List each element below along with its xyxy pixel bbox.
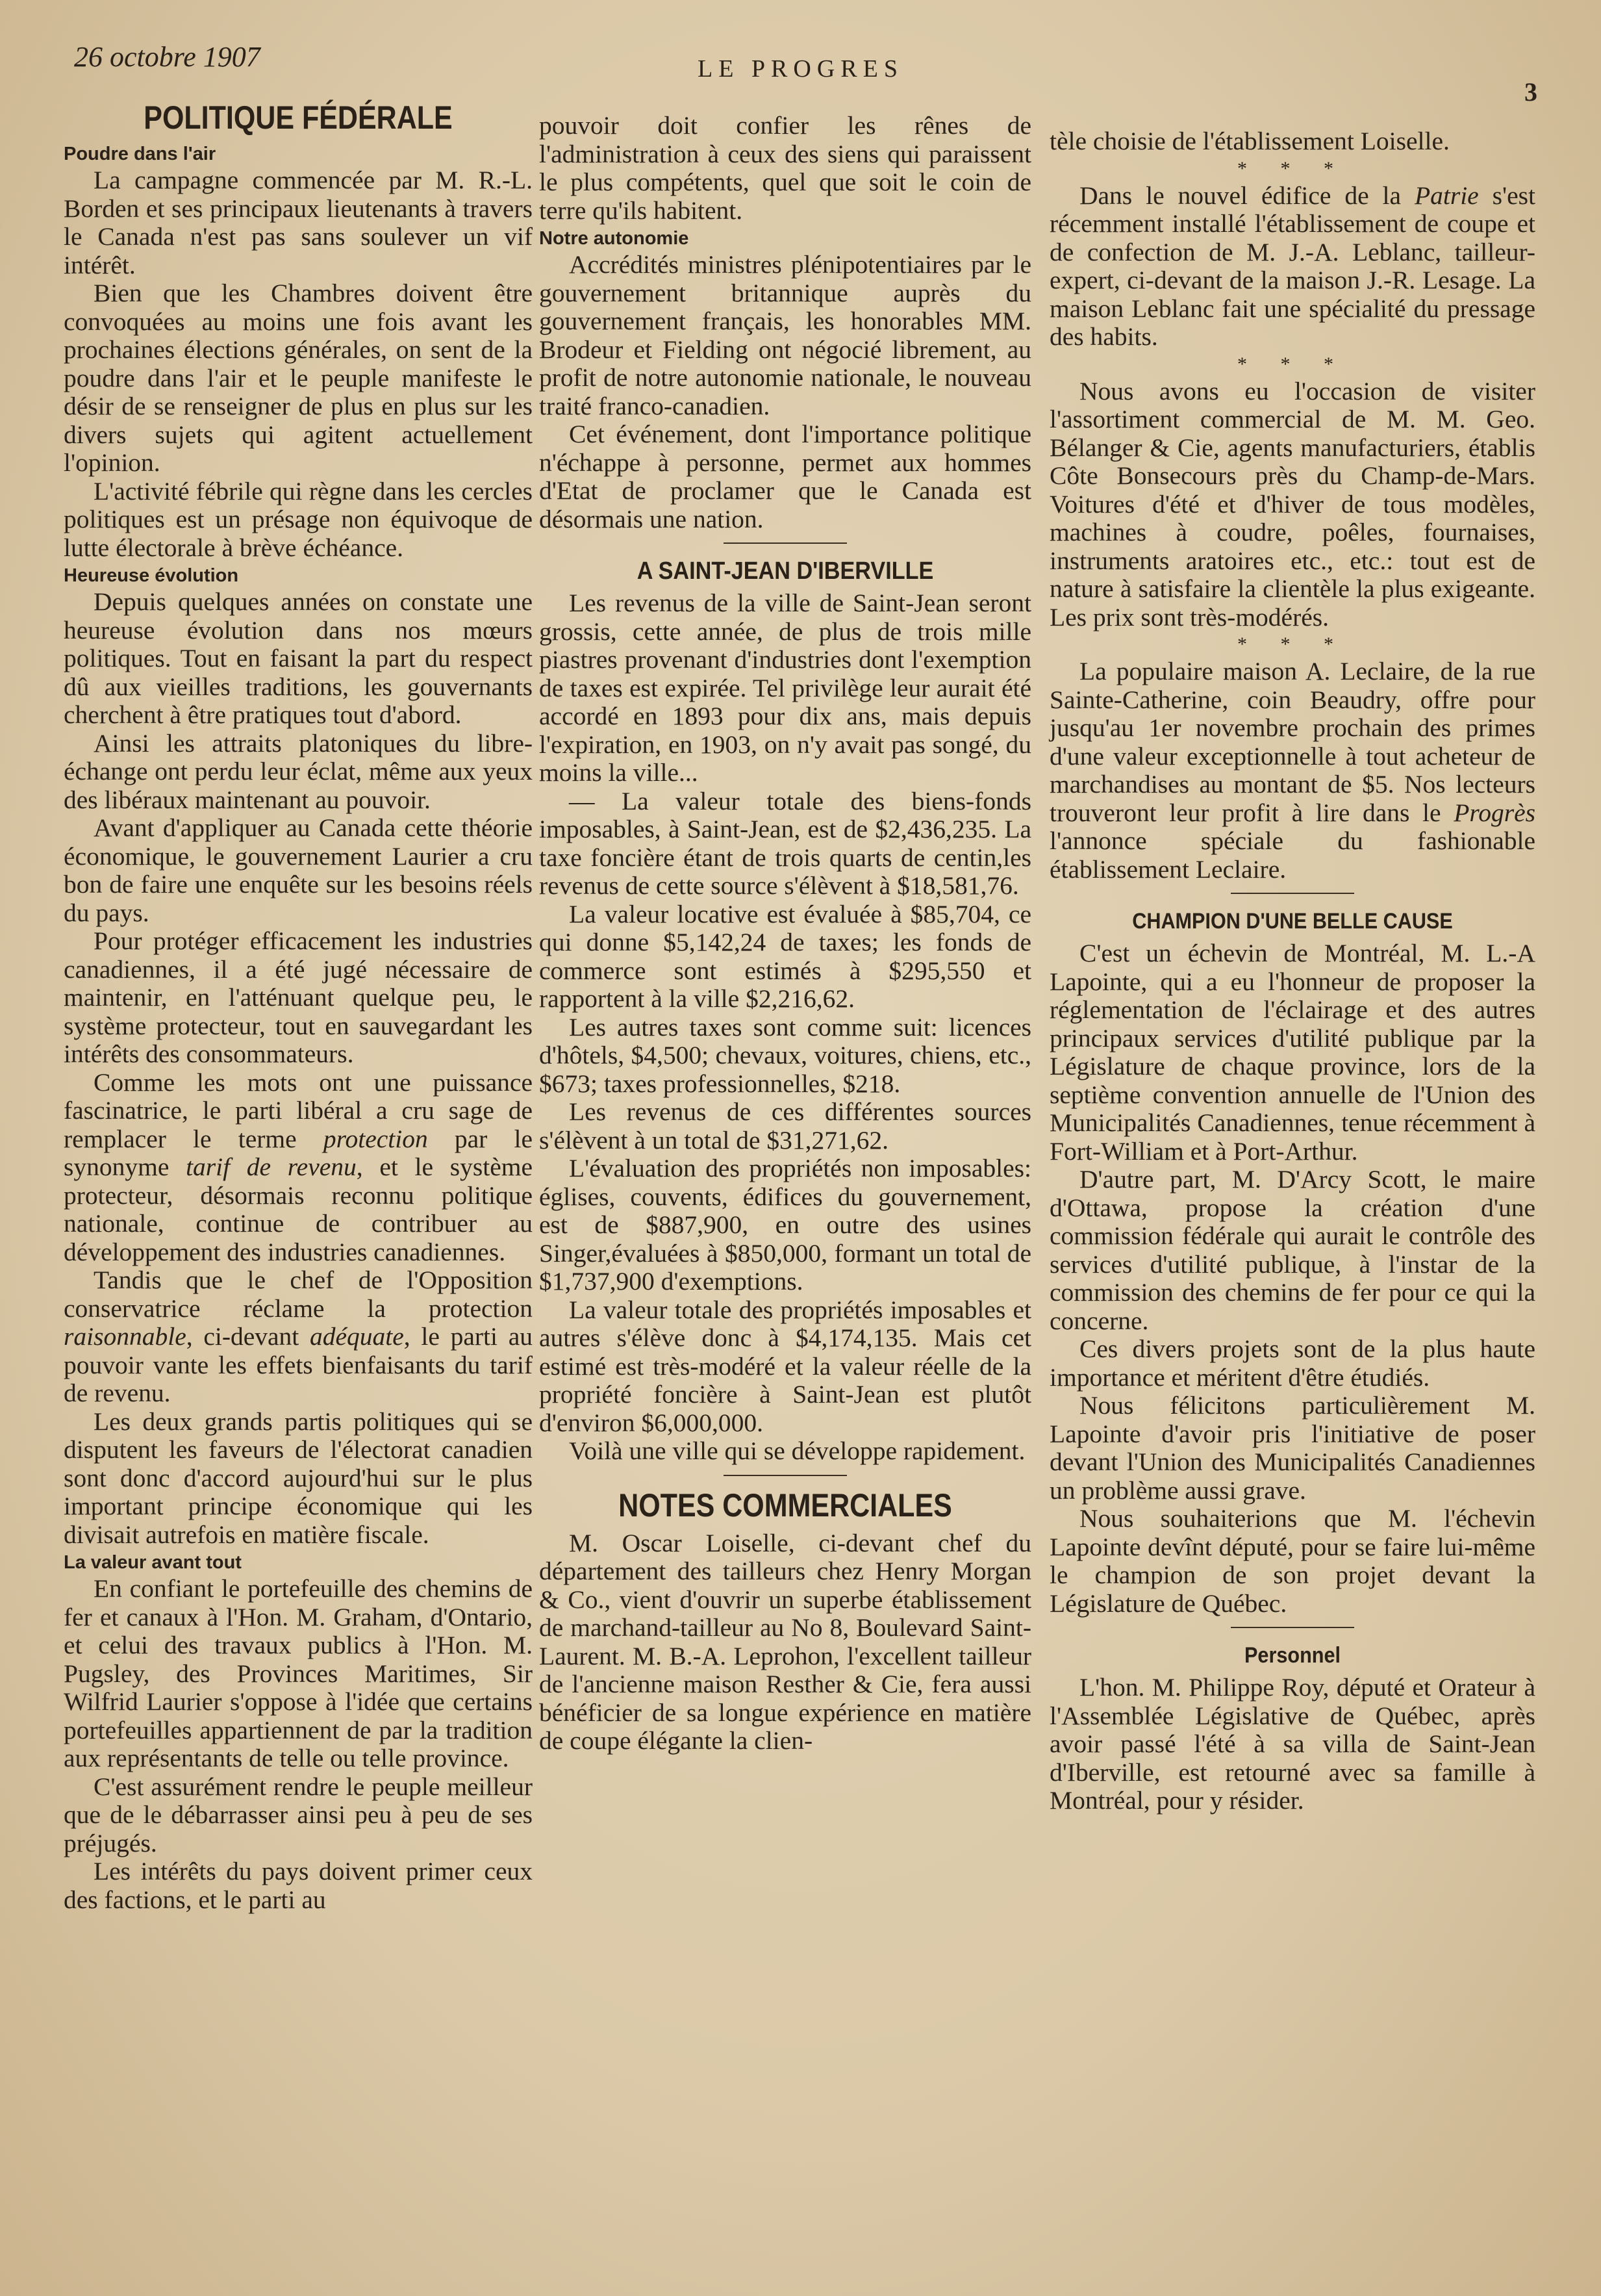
- section-heading: A SAINT-JEAN D'IBERVILLE: [637, 557, 934, 585]
- paragraph: Les revenus de la ville de Saint-Jean seront grossis, cette année, de plus de trois mille piastres provenant d'industries dont l'exemption de taxes est expirée. Tel privilège leur aurait été accordé en 1893 pour dix ans, mais depuis l'expiration, en 1903, on n'y avait pas songé, du moins la ville...: [539, 589, 1031, 787]
- paragraph: La populaire maison A. Leclaire, de la rue Sainte-Catherine, coin Beaudry, offre pour jusqu'au 1er novembre prochain des primes d'une valeur exceptionnelle à tout acheteur de marchandises au montant de $5. Nos lecteurs trouveront leur profit à lire dans le Progrès l'annonce spéciale du fashionable établissement Leclaire.: [1050, 657, 1535, 884]
- paragraph: — La valeur totale des biens-fonds imposables, à Saint-Jean, est de $2,436,235. La taxe foncière étant de trois quarts de centin,les revenus de cette source s'élèvent à $18,581,76.: [539, 786, 1031, 900]
- section-heading: POLITIQUE FÉDÉRALE: [144, 99, 453, 136]
- separator-stars: * * *: [1237, 633, 1348, 655]
- divider: [1231, 1627, 1354, 1628]
- divider: [724, 1475, 847, 1476]
- paragraph: tèle choisie de l'établissement Loiselle.: [1050, 127, 1450, 155]
- paragraph: M. Oscar Loiselle, ci-devant chef du département des tailleurs chez Henry Morgan & Co., vient d'ouvrir un superbe établissement de marchand-tailleur au No 8, Boulevard Saint-Laurent. M. B.-A. Leprohon, l'excellent tailleur de l'ancienne maison Resther & Cie, fera aussi bénéficier de sa longue expérience en matière de coupe élégante la clien-: [539, 1528, 1031, 1755]
- section-heading: NOTES COMMERCIALES: [618, 1486, 952, 1524]
- paragraph: La valeur totale des propriétés imposables et autres s'élève donc à $4,174,135. Mais cet estimé est très-modéré et la valeur réelle de la propriété foncière à Saint-Jean est plutôt d'environ $6,000,000.: [539, 1295, 1031, 1437]
- paragraph: C'est un échevin de Montréal, M. L.-A Lapointe, qui a eu l'honneur de proposer la réglementation de l'éclairage et des autres principaux services d'utilité publique par la Législature de chaque province, lors de la septième convention annuelle de l'Union des Municipalités Canadiennes, tenue récemment à Fort-William et à Port-Arthur.: [1050, 939, 1535, 1166]
- subheading: Notre autonomie: [539, 228, 689, 249]
- paragraph: Ces divers projets sont de la plus haute importance et méritent d'être étudiés.: [1050, 1334, 1535, 1392]
- paragraph: Voilà une ville qui se développe rapidement.: [569, 1436, 1026, 1465]
- paragraph: Comme les mots ont une puissance fascinatrice, le parti libéral a cru sage de remplacer le terme protection par le synonyme tarif de revenu, et le système protecteur, désormais reconnu politique nationale, continue de contribuer au développement des industries canadiennes.: [64, 1067, 533, 1266]
- paragraph: Accrédités ministres plénipotentiaires par le gouvernement britannique auprès du gouvernement français, les honorables MM. Brodeur et Fielding ont négocié librement, au profit de notre autonomie nationale, le nouveau traité franco-canadien.: [539, 250, 1031, 420]
- section-heading: CHAMPION D'UNE BELLE CAUSE: [1132, 909, 1453, 934]
- separator-stars: * * *: [1237, 157, 1348, 179]
- paragraph: Tandis que le chef de l'Opposition conservatrice réclame la protection raisonnable, ci-devant adéquate, le parti au pouvoir vante les effets bienfaisants du tarif de revenu.: [64, 1266, 533, 1407]
- paragraph: En confiant le portefeuille des chemins de fer et canaux à l'Hon. M. Graham, d'Ontario, et celui des travaux publics à l'Hon. M. Pugsley, des Provinces Maritimes, Sir Wilfrid Laurier s'oppose à l'idée que certains portefeuilles appartiennent de par la tradition aux représentants de telle ou telle province.: [64, 1574, 533, 1772]
- divider: [1231, 893, 1354, 894]
- section-heading: Personnel: [1244, 1643, 1341, 1668]
- paragraph: L'hon. M. Philippe Roy, député et Orateur à l'Assemblée Législative de Québec, après avoir passé l'été à sa villa de Saint-Jean d'Iberville, est retourné avec sa famille à Montréal, pour y résider.: [1050, 1673, 1535, 1815]
- separator-stars: * * *: [1237, 353, 1348, 375]
- divider: [724, 542, 847, 544]
- subheading: Poudre dans l'air: [64, 144, 216, 164]
- paragraph: L'évaluation des propriétés non imposables: églises, couvents, édifices du gouvernement, est de $887,900, en outre des usines Singer,évaluées à $850,000, formant un total de $1,737,900 d'exemptions.: [539, 1154, 1031, 1295]
- paragraph: Nous souhaiterions que M. l'échevin Lapointe devînt député, pour se faire lui-même le champion de son projet devant la Législature de Québec.: [1050, 1504, 1535, 1618]
- column-1: [64, 97, 533, 1914]
- paragraph: Nous félicitons particulièrement M. Lapointe d'avoir pris l'initiative de poser devant l'Union des Municipalités Canadiennes un problème aussi grave.: [1050, 1391, 1535, 1505]
- column-3: [1050, 127, 1535, 1815]
- paragraph: Les intérêts du pays doivent primer ceux des factions, et le parti au: [64, 1857, 533, 1914]
- paragraph: C'est assurément rendre le peuple meilleur que de le débarrasser ainsi peu à peu de ses préjugés.: [64, 1772, 533, 1857]
- page-number: 3: [1524, 77, 1537, 107]
- paragraph: pouvoir doit confier les rênes de l'administration à ceux des siens qui paraissent le plus compétents, quel que soit le coin de terre qu'ils habitent.: [539, 111, 1031, 225]
- subheading: La valeur avant tout: [64, 1552, 242, 1573]
- page-header: [0, 40, 1601, 107]
- column-2: [539, 112, 1031, 1755]
- paragraph: Avant d'appliquer au Canada cette théorie économique, le gouvernement Laurier a cru bon de faire une enquête sur les besoins réels du pays.: [64, 813, 533, 927]
- paragraph: D'autre part, M. D'Arcy Scott, le maire d'Ottawa, propose la création d'une commission fédérale qui aurait le contrôle des services d'utilité publique, à l'instar de la commission des chemins de fer pour ce qui la concerne.: [1050, 1165, 1535, 1335]
- paragraph: Bien que les Chambres doivent être convoquées au moins une fois avant les prochaines élections générales, on sent de la poudre dans l'air et le peuple manifeste le désir de se renseigner de plus en plus sur les divers sujets qui agitent actuellement l'opinion.: [64, 279, 533, 477]
- subheading: Heureuse évolution: [64, 565, 239, 586]
- newspaper-title: LE PROGRES: [698, 55, 903, 83]
- issue-date: 26 octobre 1907: [74, 41, 260, 73]
- paragraph: La campagne commencée par M. R.-L. Borden et ses principaux lieutenants à travers le Canada n'est pas sans soulever un vif intérêt.: [64, 166, 533, 279]
- paragraph: Depuis quelques années on constate une heureuse évolution dans nos mœurs politiques. Tout en faisant la part du respect dû aux vieilles traditions, les gouvernants cherchent à être pratiques tout d'abord.: [64, 587, 533, 729]
- paragraph: Ainsi les attraits platoniques du libre-échange ont perdu leur éclat, même aux yeux des libéraux maintenant au pouvoir.: [64, 728, 533, 814]
- paragraph: Dans le nouvel édifice de la Patrie s'est récemment installé l'établissement de coupe et de confection de M. J.-A. Leblanc, tailleur-expert, ci-devant de la maison J.-R. Lesage. La maison Leblanc fait une spécialité du pressage des habits.: [1050, 181, 1535, 351]
- paragraph: L'activité fébrile qui règne dans les cercles politiques est un présage non équivoque de lutte électorale à brève échéance.: [64, 476, 533, 562]
- paragraph: Les revenus de ces différentes sources s'élèvent à un total de $31,271,62.: [539, 1097, 1031, 1154]
- paragraph: Les deux grands partis politiques qui se disputent les faveurs de l'électorat canadien sont donc d'accord aujourd'hui sur le plus important principe économique qui les divisait autrefois en matière fiscale.: [64, 1407, 533, 1549]
- paragraph: Pour protéger efficacement les industries canadiennes, il a été jugé nécessaire de maintenir, en l'atténuant quelque peu, le système protecteur, tout en sauvegardant les intérêts des consommateurs.: [64, 926, 533, 1068]
- paragraph: Nous avons eu l'occasion de visiter l'assortiment commercial de M. M. Geo. Bélanger & Cie, agents manufacturiers, établis Côte Bonsecours près du Champ-de-Mars. Voitures d'été et d'hiver de tous modèles, machines à coudre, poêles, fournaises, instruments aratoires etc., etc.: tout est de nature à satisfaire la clientèle la plus exigeante. Les prix sont très-modérés.: [1050, 376, 1535, 631]
- paragraph: La valeur locative est évaluée à $85,704, ce qui donne $5,142,24 de taxes; les fonds de commerce sont estimés à $295,550 et rapportent à la ville $2,216,62.: [539, 899, 1031, 1013]
- paragraph: Cet événement, dont l'importance politique n'échappe à personne, permet aux hommes d'Etat de proclamer que le Canada est désormais une nation.: [539, 420, 1031, 533]
- paragraph: Les autres taxes sont comme suit: licences d'hôtels, $4,500; chevaux, voitures, chiens, etc., $673; taxes professionnelles, $218.: [539, 1012, 1031, 1098]
